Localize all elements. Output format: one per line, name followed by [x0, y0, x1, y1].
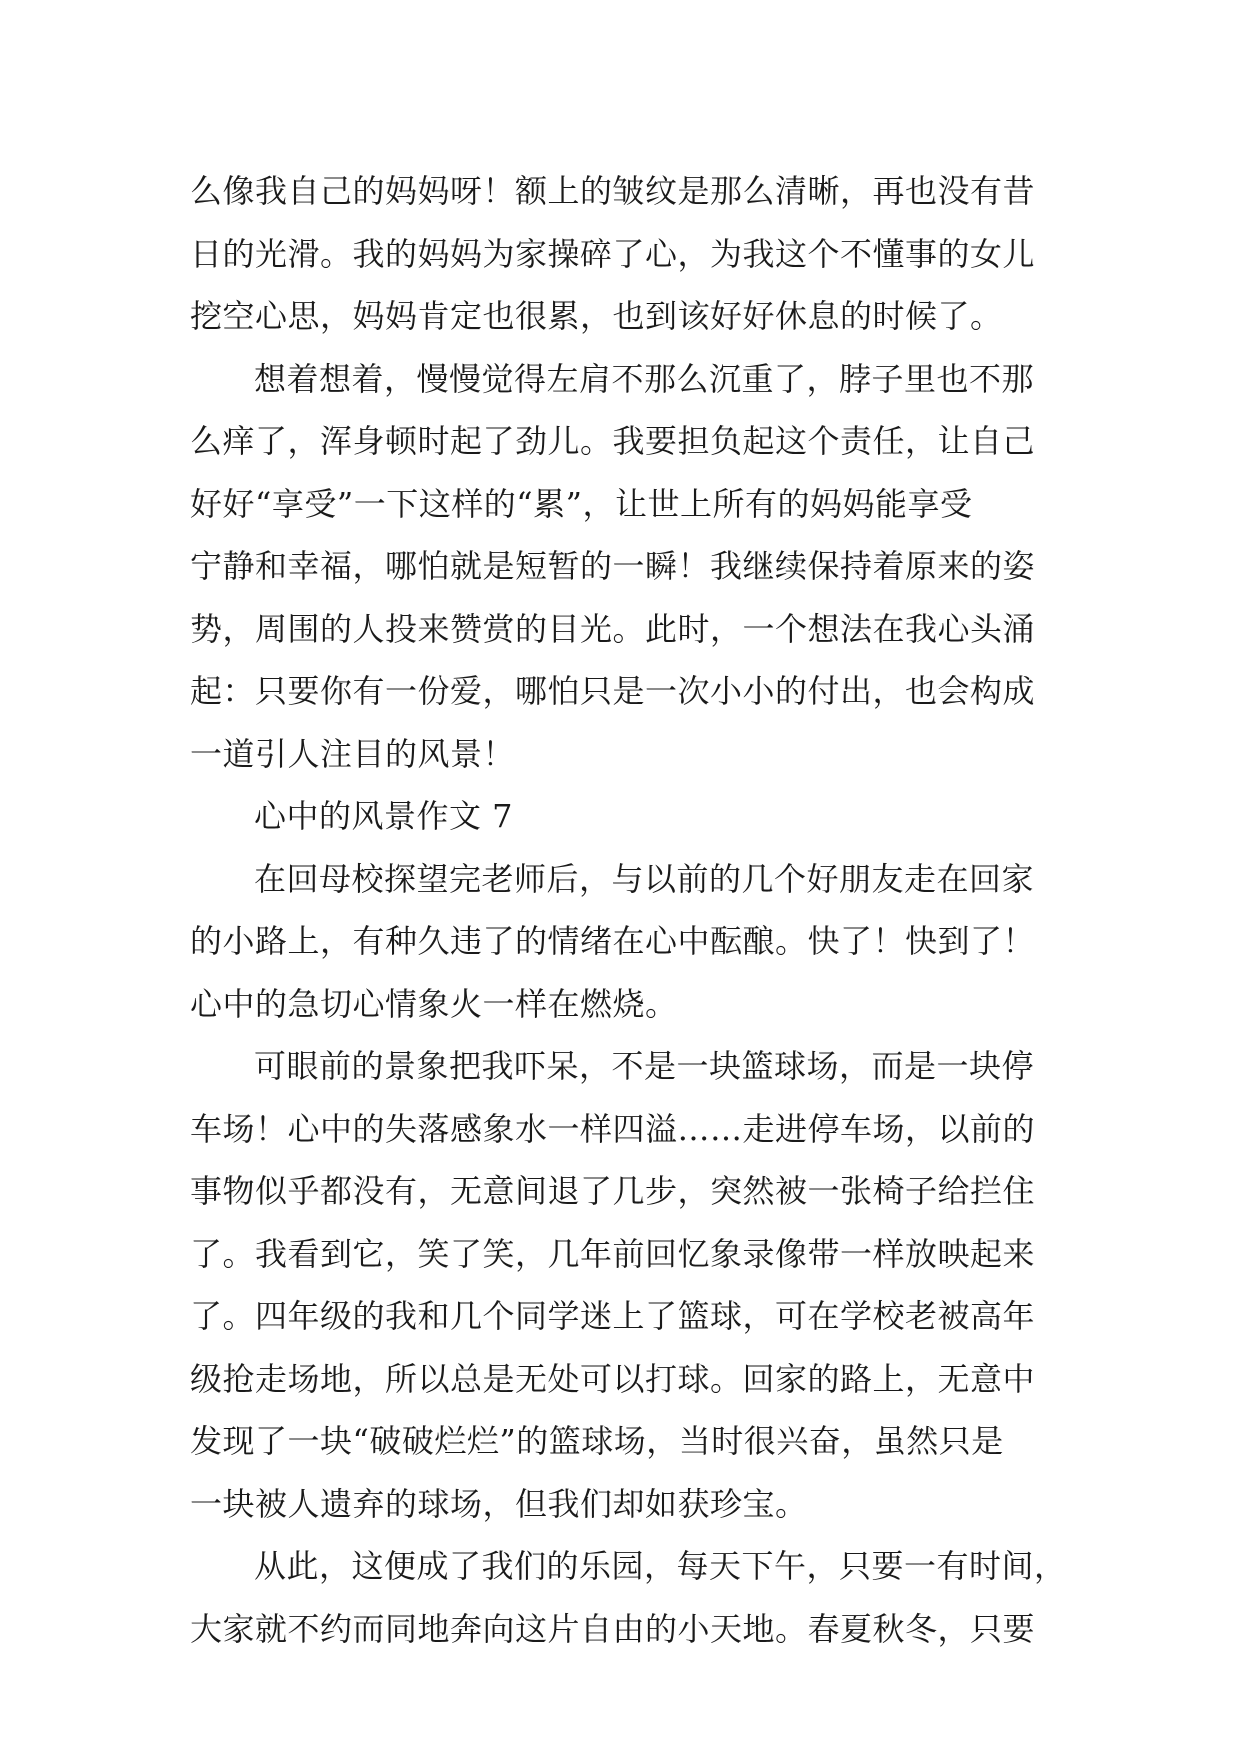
text-line: 了。我看到它，笑了笑，几年前回忆象录像带一样放映起来	[190, 1234, 1036, 1273]
text-line: 大家就不约而同地奔向这片自由的小天地。春夏秋冬，只要	[190, 1609, 1036, 1648]
text-line: 势，周围的人投来赞赏的目光。此时，一个想法在我心头涌	[190, 609, 1036, 648]
text-line: 宁静和幸福，哪怕就是短暂的一瞬！我继续保持着原来的姿	[190, 547, 1036, 585]
text-line: 好好“享受”一下这样的“累”，让世上所有的妈妈能享受	[190, 484, 973, 523]
text-line: 了。四年级的我和几个同学迷上了篮球，可在学校老被高年	[190, 1297, 1036, 1335]
text-line: 车场！心中的失落感象水一样四溢……走进停车场，以前的	[190, 1109, 1036, 1148]
text-line: 可眼前的景象把我吓呆，不是一块篮球场，而是一块停	[254, 1047, 1035, 1085]
text-line: 发现了一块“破破烂烂”的篮球场，当时很兴奋，虽然只是	[190, 1422, 1004, 1460]
text-line: 日的光滑。我的妈妈为家操碎了心，为我这个不懂事的女儿	[190, 234, 1036, 273]
text-line: 一块被人遗弃的球场，但我们却如获珍宝。	[190, 1484, 808, 1523]
text-line: 起：只要你有一份爱，哪怕只是一次小小的付出，也会构成	[190, 672, 1036, 710]
text-line: 挖空心思，妈妈肯定也很累，也到该好好休息的时候了。	[190, 297, 1003, 335]
document-body	[190, 160, 1070, 1660]
text-line: 一道引人注目的风景！	[190, 734, 516, 773]
text-line: 么痒了，浑身顿时起了劲儿。我要担负起这个责任，让自己	[190, 422, 1036, 460]
text-line: 心中的风景作文 7	[254, 797, 514, 835]
text-line: 么像我自己的妈妈呀！额上的皱纹是那么清晰，再也没有昔	[190, 172, 1036, 210]
text-line: 想着想着，慢慢觉得左肩不那么沉重了，脖子里也不那	[254, 359, 1035, 398]
text-line: 心中的急切心情象火一样在燃烧。	[190, 984, 678, 1023]
text-line: 从此，这便成了我们的乐园，每天下午，只要一有时间，	[254, 1547, 1067, 1585]
text-line: 在回母校探望完老师后，与以前的几个好朋友走在回家	[254, 859, 1035, 898]
text-line: 级抢走场地，所以总是无处可以打球。回家的路上，无意中	[190, 1359, 1036, 1398]
text-line: 的小路上，有种久违了的情绪在心中酝酿。快了！快到了！	[190, 922, 1036, 960]
text-line: 事物似乎都没有，无意间退了几步，突然被一张椅子给拦住	[190, 1172, 1036, 1210]
